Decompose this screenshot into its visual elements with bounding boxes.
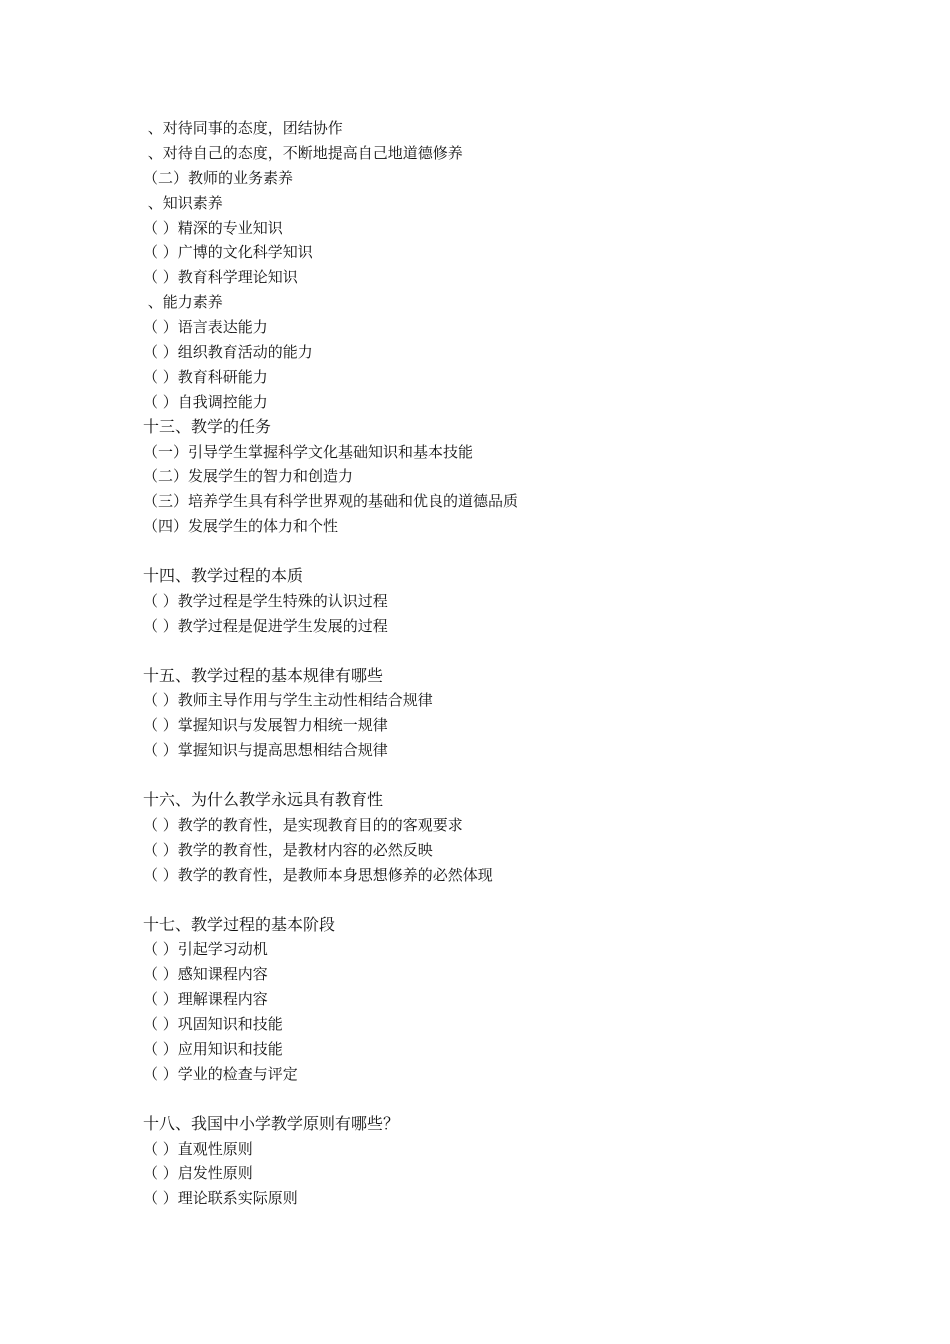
list-item: （ ）精深的专业知识 — [143, 218, 283, 237]
text-line: 、对待同事的态度，团结协作 — [143, 119, 343, 137]
subsection-heading: （二）教师的业务素养 — [143, 168, 294, 187]
list-item: （ ）教学的教育性，是教材内容的必然反映 — [143, 840, 433, 859]
blank-line — [143, 539, 903, 564]
list-item: （ ）掌握知识与发展智力相统一规律 — [143, 716, 388, 735]
list-item: （ ）掌握知识与提高思想相结合规律 — [143, 741, 388, 760]
text-line: 、知识素养 — [143, 193, 223, 212]
list-item: （ ）教学过程是学生特殊的认识过程 — [143, 591, 388, 610]
list-item: （ ）引起学习动机 — [143, 940, 268, 959]
list-item: （ ）教学的教育性，是实现教育目的的客观要求 — [143, 815, 463, 834]
list-item: （ ）教育科学理论知识 — [143, 268, 298, 287]
list-item: （三）培养学生具有科学世界观的基础和优良的道德品质 — [143, 492, 519, 511]
blank-line — [143, 1087, 903, 1112]
section-heading: 十四、教学过程的本质 — [143, 566, 304, 586]
list-item: （ ）理解课程内容 — [143, 990, 268, 1009]
text-line: 、能力素养 — [143, 293, 223, 312]
blank-line — [143, 888, 903, 913]
list-item: （ ）语言表达能力 — [143, 318, 268, 337]
blank-line — [143, 639, 903, 664]
list-item: （二）发展学生的智力和创造力 — [143, 467, 354, 486]
list-item: （ ）启发性原则 — [143, 1164, 253, 1183]
blank-line — [143, 763, 903, 788]
section-heading: 十五、教学过程的基本规律有哪些 — [143, 665, 384, 685]
list-item: （ ）组织教育活动的能力 — [143, 343, 313, 362]
list-item: （ ）感知课程内容 — [143, 965, 268, 984]
list-item: （ ）教育科研能力 — [143, 367, 268, 386]
list-item: （ ）应用知识和技能 — [143, 1039, 283, 1058]
list-item: （ ）教学过程是促进学生发展的过程 — [143, 616, 388, 635]
list-item: （一）引导学生掌握科学文化基础知识和基本技能 — [143, 442, 474, 461]
list-item: （ ）教师主导作用与学生主动性相结合规律 — [143, 691, 433, 710]
section-heading: 十六、为什么教学永远具有教育性 — [143, 790, 384, 810]
list-item: （ ）理论联系实际原则 — [143, 1189, 298, 1208]
list-item: （ ）巩固知识和技能 — [143, 1015, 283, 1034]
section-heading: 十三、教学的任务 — [143, 416, 272, 436]
list-item: （ ）自我调控能力 — [143, 392, 268, 411]
list-item: （ ）学业的检查与评定 — [143, 1064, 298, 1083]
text-line: 、对待自己的态度，不断地提高自己地道德修养 — [143, 143, 463, 162]
section-heading: 十八、我国中小学教学原则有哪些？ — [143, 1113, 400, 1133]
list-item: （ ）广博的文化科学知识 — [143, 243, 313, 262]
list-item: （ ）直观性原则 — [143, 1139, 253, 1158]
list-item: （ ）教学的教育性，是教师本身思想修养的必然体现 — [143, 865, 493, 884]
section-heading: 十七、教学过程的基本阶段 — [143, 914, 336, 934]
list-item: （四）发展学生的体力和个性 — [143, 517, 339, 536]
document-body — [143, 116, 903, 1211]
